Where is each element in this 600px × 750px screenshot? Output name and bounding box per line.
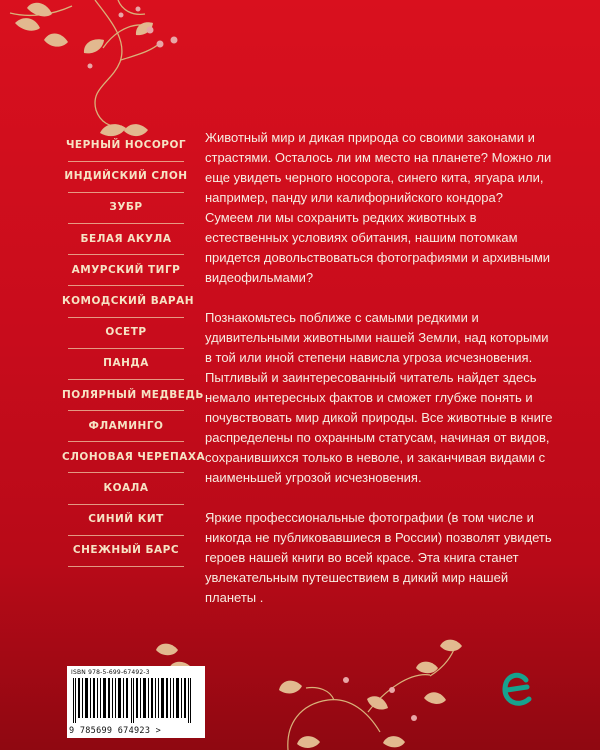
animal-item: ОСЕТР (105, 326, 147, 339)
barcode-number: 9 785699 674923 > (69, 726, 162, 736)
animal-item: КОМОДСКИЙ ВАРАН (62, 294, 194, 307)
publisher-logo (500, 667, 534, 713)
divider (68, 192, 184, 193)
animal-item: ЗУБР (109, 201, 143, 214)
divider (68, 566, 184, 567)
description-paragraph-1: Животный мир и дикая природа со своими законами и страстями. Осталось ли им место на планете? Можно ли еще увидеть черного носорога, синего кита, ягуара или, например, панду или калифорнийского кондора? Сумеем ли мы сохранить редких животных в естественных условиях обитания, нашим потомкам придется довольствоваться фотографиями и архивными видеофильмами? (205, 130, 552, 285)
divider (68, 504, 184, 505)
berries-top-left (88, 7, 178, 69)
animal-item: ИНДИЙСКИЙ СЛОН (64, 170, 188, 183)
divider (68, 317, 184, 318)
description-paragraph-3: Яркие профессиональные фотографии (в том числе и никогда не публиковавшиеся в России) позволят увидеть героев нашей книги во всей красе. Эта книга станет увлекательным путешествием в дикий мир нашей планеты . (205, 510, 552, 605)
barcode-block (67, 666, 205, 738)
divider (68, 441, 184, 442)
divider (68, 379, 184, 380)
divider (68, 410, 184, 411)
animal-item: СНЕЖНЫЙ БАРС (72, 544, 180, 557)
animal-item: ФЛАМИНГО (88, 419, 164, 432)
animal-item: СИНИЙ КИТ (88, 513, 164, 526)
divider (68, 472, 184, 473)
animal-item: ПОЛЯРНЫЙ МЕДВЕДЬ (62, 388, 204, 401)
animal-item: БЕЛАЯ АКУЛА (80, 232, 172, 245)
divider (68, 254, 184, 255)
book-description (205, 128, 553, 628)
divider (68, 535, 184, 536)
divider (68, 161, 184, 162)
barcode-bars (71, 678, 201, 723)
divider (68, 285, 184, 286)
vine-top-left (10, 0, 160, 126)
divider (68, 223, 184, 224)
description-paragraph-2: Познакомьтесь поближе с самыми редкими и удивительными животными нашей Земли, над которыми в той или иной степени нависла угроза исчезновения. Пытливый и заинтересованный читатель найдет здесь немало интересных фактов и сможет глубже понять и почувствовать мир дикой природы. Все животные в книге распределены по охранным статусам, начиная от видов, сохранившихся только в неволе, и заканчивая видами с наименьшей угрозой исчезновения. (205, 310, 553, 485)
logo-e-shape (505, 675, 529, 703)
animal-list (62, 135, 206, 572)
animal-item: АМУРСКИЙ ТИГР (71, 263, 181, 276)
animal-item: КОАЛА (103, 482, 149, 495)
divider (68, 348, 184, 349)
animal-item: СЛОНОВАЯ ЧЕРЕПАХА (62, 450, 206, 463)
animal-item: ЧЕРНЫЙ НОСОРОГ (65, 139, 187, 151)
vine-top-left-leaves (15, 3, 153, 136)
animal-item: ПАНДА (103, 357, 149, 370)
isbn-text: ISBN 978-5-699-67492-3 (71, 669, 150, 676)
